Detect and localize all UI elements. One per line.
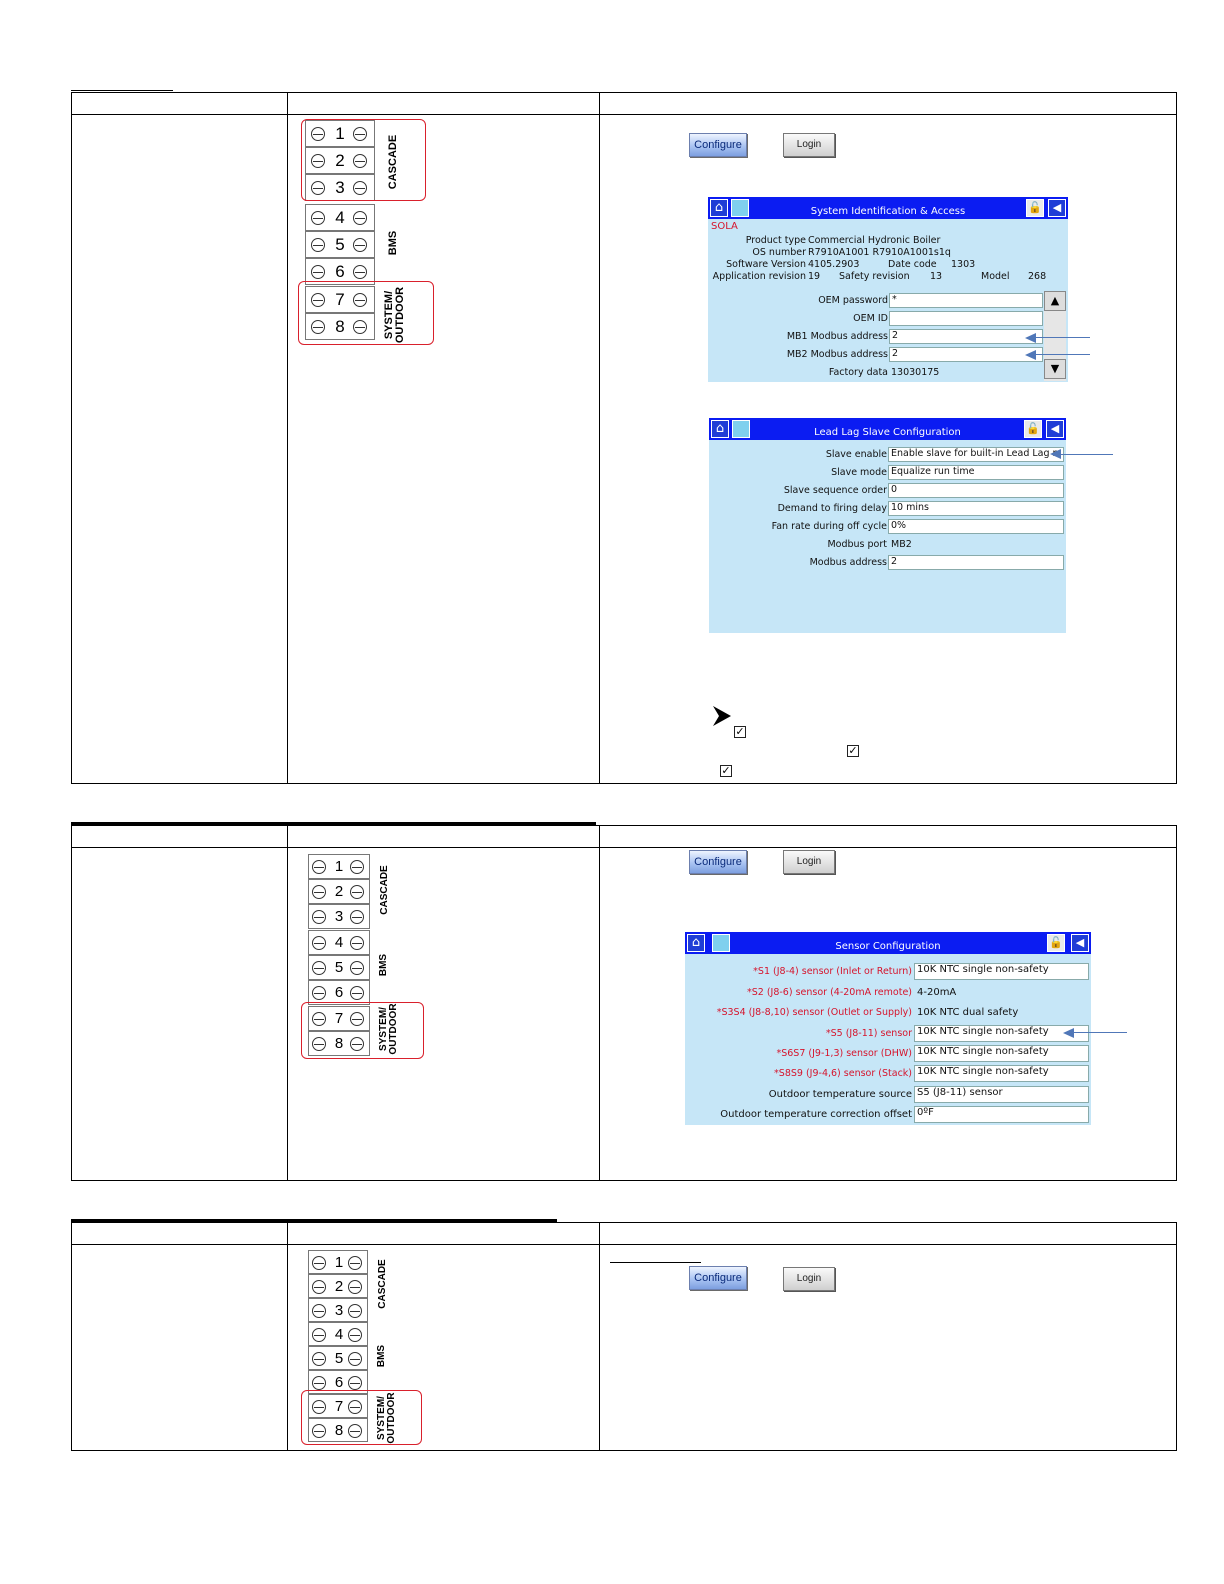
arrow-line bbox=[1074, 1032, 1127, 1033]
table2-header-rule bbox=[71, 847, 1177, 848]
lead-lag-slave-screen bbox=[709, 418, 1066, 633]
screw-icon bbox=[312, 1352, 326, 1366]
table1-left-border bbox=[71, 92, 72, 783]
screw-icon bbox=[311, 265, 325, 279]
sensor-label: *S1 (J8-4) sensor (Inlet or Return) bbox=[753, 966, 912, 977]
group-label-system-outdoor: SYSTEM/ OUTDOOR bbox=[378, 1003, 399, 1055]
table1-right-border bbox=[1176, 92, 1177, 783]
factory-data-label: Factory data bbox=[828, 367, 888, 378]
lock-icon[interactable]: 🔓 bbox=[1024, 420, 1042, 438]
table1-caption-rule bbox=[71, 90, 173, 91]
screw-icon bbox=[353, 211, 367, 225]
sensor-label: *S3S4 (J8-8,10) sensor (Outlet or Supply) bbox=[716, 1007, 912, 1018]
terminal-number: 1 bbox=[334, 858, 344, 875]
terminal-number: 3 bbox=[334, 1302, 344, 1319]
terminal-number: 7 bbox=[334, 1398, 344, 1415]
text-underline-rule bbox=[610, 1262, 701, 1263]
screw-icon bbox=[350, 986, 364, 1000]
scrollbar[interactable] bbox=[1044, 291, 1066, 381]
terminal-number: 1 bbox=[334, 1254, 344, 1271]
terminal-number: 2 bbox=[334, 1278, 344, 1295]
screw-icon bbox=[311, 238, 325, 252]
table1-bottom-border bbox=[71, 783, 1177, 784]
bullet-notch bbox=[713, 706, 719, 726]
home-icon[interactable]: ⌂ bbox=[711, 420, 729, 438]
software-version-value: 4105.2903 bbox=[808, 259, 860, 270]
checkbox-checked-icon[interactable]: ✓ bbox=[721, 765, 731, 777]
terminal-number: 8 bbox=[334, 1422, 344, 1439]
oem-id-field[interactable] bbox=[889, 311, 1043, 326]
terminal-5 bbox=[308, 955, 370, 980]
screw-icon bbox=[312, 910, 326, 924]
terminal-number: 5 bbox=[335, 235, 345, 254]
highlight-system-outdoor bbox=[301, 1002, 424, 1059]
back-icon[interactable]: ◀ bbox=[1048, 199, 1066, 217]
arrow-line bbox=[1036, 354, 1090, 355]
highlight-system-outdoor bbox=[298, 281, 434, 345]
lock-icon[interactable]: 🔓 bbox=[1026, 199, 1044, 217]
terminal-number: 8 bbox=[335, 317, 345, 336]
s3s4-sensor-value: 10K NTC dual safety bbox=[917, 1007, 1019, 1018]
screw-icon bbox=[312, 860, 326, 874]
terminal-number: 6 bbox=[335, 262, 345, 281]
group-label-cascade: CASCADE bbox=[377, 1259, 388, 1309]
date-code-label: Date code bbox=[888, 259, 937, 270]
configure-button[interactable]: Configure bbox=[689, 133, 747, 157]
sensor-label: *S5 (J8-11) sensor bbox=[825, 1028, 912, 1039]
terminal-5 bbox=[305, 231, 375, 258]
terminal-number: 2 bbox=[334, 883, 344, 900]
field-label: Slave sequence order bbox=[783, 485, 887, 496]
sensor-label: *S6S7 (J9-1,3) sensor (DHW) bbox=[776, 1048, 912, 1059]
field-label: Demand to firing delay bbox=[777, 503, 887, 514]
screen-title-bar bbox=[685, 932, 1091, 954]
terminal-3 bbox=[308, 1298, 368, 1322]
terminal-number: 3 bbox=[334, 908, 344, 925]
table3-top-border bbox=[71, 1222, 1177, 1223]
screw-icon bbox=[312, 1328, 326, 1342]
terminal-number: 4 bbox=[334, 934, 344, 951]
screw-icon bbox=[353, 265, 367, 279]
terminal-number: 3 bbox=[335, 178, 345, 197]
screw-icon bbox=[312, 1304, 326, 1318]
table1-col-divider-1 bbox=[287, 92, 288, 783]
terminal-4 bbox=[308, 930, 370, 955]
model-value: 268 bbox=[1028, 271, 1047, 282]
product-type-value: Commercial Hydronic Boiler bbox=[808, 235, 941, 246]
screw-icon bbox=[348, 1256, 362, 1270]
screw-icon bbox=[312, 1256, 326, 1270]
highlight-system-outdoor bbox=[301, 1390, 422, 1445]
group-label-bms: BMS bbox=[376, 1344, 387, 1368]
slave-mode-field[interactable]: Equalize run time bbox=[888, 465, 1064, 480]
group-label-cascade: CASCADE bbox=[379, 865, 390, 915]
field-label: OEM ID bbox=[853, 313, 888, 324]
terminal-2 bbox=[308, 879, 370, 904]
sensor-label: *S2 (J8-6) sensor (4-20mA remote) bbox=[746, 987, 912, 998]
field-label: Fan rate during off cycle bbox=[771, 521, 887, 532]
table3-col-divider-2 bbox=[599, 1222, 600, 1450]
configure-button[interactable]: Configure bbox=[689, 1266, 747, 1290]
slave-enable-field[interactable]: Enable slave for built-in Lead Lag m bbox=[888, 447, 1064, 462]
arrow-icon bbox=[1050, 449, 1061, 459]
s5-sensor-field[interactable]: 10K NTC single non-safety bbox=[914, 1025, 1089, 1042]
terminal-number: 5 bbox=[334, 1350, 344, 1367]
table3-col-divider-1 bbox=[287, 1222, 288, 1450]
fan-rate-off-cycle-field[interactable]: 0% bbox=[888, 519, 1064, 534]
mb1-modbus-address-field[interactable]: 2 bbox=[889, 329, 1043, 344]
table3-bottom-border bbox=[71, 1450, 1177, 1451]
scroll-down-icon[interactable]: ▼ bbox=[1044, 359, 1066, 379]
arrow-icon bbox=[1063, 1028, 1074, 1038]
field-label: MB2 Modbus address bbox=[786, 349, 888, 360]
terminal-number: 8 bbox=[334, 1035, 344, 1052]
terminal-3 bbox=[308, 904, 370, 929]
factory-data-value: 13030175 bbox=[891, 367, 940, 378]
table2-col-divider-1 bbox=[287, 825, 288, 1180]
login-button[interactable]: Login bbox=[783, 850, 835, 874]
back-icon[interactable]: ◀ bbox=[1046, 420, 1064, 438]
app-revision-value: 19 bbox=[808, 271, 821, 282]
table3-right-border bbox=[1176, 1222, 1177, 1450]
arrow-icon bbox=[1025, 350, 1036, 360]
screw-icon bbox=[350, 885, 364, 899]
terminal-number: 7 bbox=[334, 1010, 344, 1027]
screw-icon bbox=[350, 936, 364, 950]
highlight-cascade bbox=[301, 119, 426, 201]
group-label-cascade: CASCADE bbox=[387, 134, 399, 190]
terminal-number: 4 bbox=[335, 208, 345, 227]
terminal-number: 5 bbox=[334, 959, 344, 976]
screw-icon bbox=[350, 910, 364, 924]
group-label-system-outdoor: SYSTEM/ OUTDOOR bbox=[383, 286, 406, 344]
table3-header-rule bbox=[71, 1244, 1177, 1245]
s1-sensor-field[interactable]: 10K NTC single non-safety bbox=[914, 963, 1089, 980]
screw-icon bbox=[311, 211, 325, 225]
system-identification-screen bbox=[708, 197, 1068, 382]
screw-icon bbox=[348, 1280, 362, 1294]
checkbox-checked-icon[interactable]: ✓ bbox=[735, 726, 745, 738]
home-icon[interactable]: ⌂ bbox=[687, 934, 705, 952]
table1-header-rule bbox=[71, 114, 1177, 115]
screw-icon bbox=[350, 961, 364, 975]
screen-title: Lead Lag Slave Configuration bbox=[814, 427, 961, 438]
screw-icon bbox=[312, 1376, 326, 1390]
screw-icon bbox=[348, 1352, 362, 1366]
terminal-2 bbox=[308, 1274, 368, 1298]
s6s7-sensor-field[interactable]: 10K NTC single non-safety bbox=[914, 1045, 1089, 1062]
field-label: Modbus address bbox=[809, 557, 887, 568]
outdoor-temp-source-field[interactable]: S5 (J8-11) sensor bbox=[914, 1086, 1089, 1103]
field-label: Outdoor temperature correction offset bbox=[720, 1109, 912, 1120]
screw-icon bbox=[353, 238, 367, 252]
terminal-1 bbox=[308, 854, 370, 879]
table2-right-border bbox=[1176, 825, 1177, 1180]
safety-revision-label: Safety revision bbox=[839, 271, 910, 282]
software-version-label: Software Version bbox=[726, 259, 806, 270]
group-label-bms: BMS bbox=[387, 230, 399, 256]
login-button[interactable]: Login bbox=[783, 1267, 835, 1291]
slave-sequence-order-field[interactable]: 0 bbox=[888, 483, 1064, 498]
table2-left-border bbox=[71, 825, 72, 1180]
safety-revision-value: 13 bbox=[930, 271, 943, 282]
terminal-5 bbox=[308, 1346, 368, 1370]
screw-icon bbox=[312, 961, 326, 975]
terminal-number: 1 bbox=[335, 124, 345, 143]
s2-sensor-value: 4-20mA bbox=[917, 987, 957, 998]
login-button[interactable]: Login bbox=[783, 133, 835, 157]
screw-icon bbox=[350, 860, 364, 874]
group-label-system-outdoor: SYSTEM/ OUTDOOR bbox=[376, 1392, 397, 1444]
terminal-number: 6 bbox=[334, 1374, 344, 1391]
sensor-configuration-screen bbox=[685, 932, 1091, 1125]
brand-label: SOLA bbox=[711, 221, 738, 232]
screen-title: System Identification & Access bbox=[810, 206, 966, 217]
table1-col-divider-2 bbox=[599, 92, 600, 783]
field-label: Slave mode bbox=[831, 467, 887, 478]
table2-top-border bbox=[71, 825, 1177, 826]
screw-icon bbox=[312, 1280, 326, 1294]
arrow-icon bbox=[1025, 333, 1036, 343]
arrow-line bbox=[1036, 337, 1090, 338]
modbus-address-field[interactable]: 2 bbox=[888, 555, 1064, 570]
screw-icon bbox=[348, 1328, 362, 1342]
mb2-modbus-address-field[interactable]: 2 bbox=[889, 347, 1043, 362]
screw-icon bbox=[312, 936, 326, 950]
terminal-number: 2 bbox=[335, 151, 345, 170]
screen-title-bar bbox=[708, 197, 1068, 219]
os-number-value: R7910A1001 R7910A1001s1q bbox=[808, 247, 951, 258]
table2-bottom-border bbox=[71, 1180, 1177, 1181]
checkbox-checked-icon[interactable]: ✓ bbox=[848, 745, 858, 757]
terminal-4 bbox=[305, 204, 375, 231]
modbus-port-value: MB2 bbox=[891, 539, 912, 550]
demand-to-firing-delay-field[interactable]: 10 mins bbox=[888, 501, 1064, 516]
model-label: Model bbox=[981, 271, 1010, 282]
s8s9-sensor-field[interactable]: 10K NTC single non-safety bbox=[914, 1065, 1089, 1082]
screen-title-bar bbox=[709, 418, 1066, 440]
screw-icon bbox=[312, 885, 326, 899]
product-type-label: Product type bbox=[745, 235, 806, 246]
date-code-value: 1303 bbox=[951, 259, 976, 270]
os-number-label: OS number bbox=[752, 247, 806, 258]
screw-icon bbox=[348, 1304, 362, 1318]
field-label: OEM password bbox=[818, 295, 888, 306]
field-label: Slave enable bbox=[825, 449, 887, 460]
screw-icon bbox=[312, 986, 326, 1000]
table2-col-divider-2 bbox=[599, 825, 600, 1180]
configure-button[interactable]: Configure bbox=[689, 850, 747, 874]
back-icon[interactable]: ◀ bbox=[1071, 934, 1089, 952]
field-label: Outdoor temperature source bbox=[768, 1089, 912, 1100]
screen-title: Sensor Configuration bbox=[835, 941, 941, 952]
group-label-bms: BMS bbox=[378, 953, 389, 977]
terminal-number: 7 bbox=[335, 290, 345, 309]
home-icon[interactable]: ⌂ bbox=[710, 199, 728, 217]
table1-top-border bbox=[71, 92, 1177, 93]
field-label: Modbus port bbox=[827, 539, 887, 550]
terminal-number: 4 bbox=[334, 1326, 344, 1343]
field-label: MB1 Modbus address bbox=[786, 331, 888, 342]
scroll-up-icon[interactable]: ▲ bbox=[1044, 291, 1066, 311]
arrow-line bbox=[1061, 454, 1113, 455]
terminal-1 bbox=[308, 1250, 368, 1274]
lock-icon[interactable]: 🔓 bbox=[1047, 934, 1065, 952]
app-revision-label: Application revision bbox=[712, 271, 806, 282]
oem-password-field[interactable]: * bbox=[889, 293, 1043, 308]
outdoor-temp-offset-field[interactable]: 0ºF bbox=[914, 1106, 1089, 1123]
terminal-number: 6 bbox=[334, 984, 344, 1001]
sensor-label: *S8S9 (J9-4,6) sensor (Stack) bbox=[774, 1068, 912, 1079]
terminal-4 bbox=[308, 1322, 368, 1346]
screw-icon bbox=[348, 1376, 362, 1390]
table3-left-border bbox=[71, 1222, 72, 1450]
